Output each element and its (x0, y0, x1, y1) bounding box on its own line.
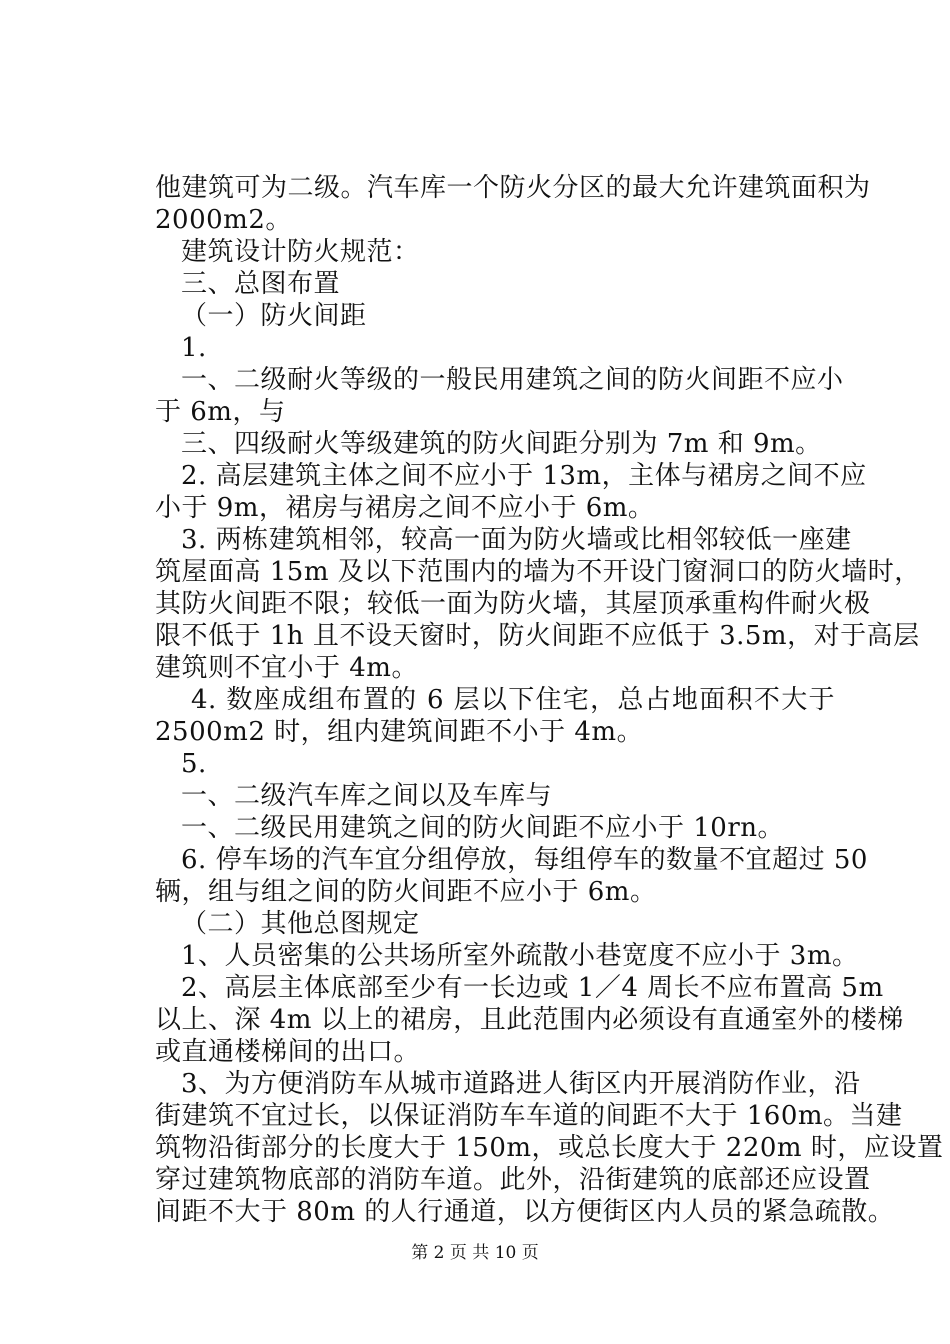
text-line: 3、为方便消防车从城市道路进人街区内开展消防作业，沿 (181, 1069, 861, 1099)
text-line: 一、二级民用建筑之间的防火间距不应小于 10rn。 (181, 813, 785, 843)
text-line: 6. 停车场的汽车宜分组停放，每组停车的数量不宜超过 50 (181, 845, 868, 875)
text-line: 街建筑不宜过长，以保证消防车车道的间距不大于 160m。当建 (155, 1101, 903, 1131)
text-line: 建筑则不宜小于 4m。 (155, 653, 418, 683)
document-body (155, 172, 944, 1228)
text-line: 筑屋面高 15m 及以下范围内的墙为不开设门窗洞口的防火墙时， (155, 557, 921, 587)
text-line: 他建筑可为二级。汽车库一个防火分区的最大允许建筑面积为 (155, 173, 871, 203)
text-line: 以上、深 4m 以上的裙房，且此范围内必须设有直通室外的楼梯 (155, 1005, 904, 1035)
text-line: 辆，组与组之间的防火间距不应小于 6m。 (155, 877, 657, 907)
text-line: 三、四级耐火等级建筑的防火间距分别为 7m 和 9m。 (181, 429, 822, 459)
text-line: 5. (181, 749, 207, 779)
text-line: 一、二级耐火等级的一般民用建筑之间的防火间距不应小 (181, 365, 844, 395)
text-line: 1、人员密集的公共场所室外疏散小巷宽度不应小于 3m。 (181, 941, 859, 971)
text-line: 穿过建筑物底部的消防车道。此外，沿街建筑的底部还应设置 (155, 1165, 871, 1195)
text-line: 2500m2 时，组内建筑间距不小于 4m。 (155, 717, 644, 747)
text-line: 筑物沿街部分的长度大于 150m，或总长度大于 220m 时，应设置 (155, 1133, 944, 1163)
text-line: 间距不大于 80m 的人行通道，以方便街区内人员的紧急疏散。 (155, 1197, 895, 1227)
text-line: 一、二级汽车库之间以及车库与 (181, 781, 553, 811)
text-line: 三、总图布置 (181, 269, 341, 299)
text-line: （一）防火间距 (181, 301, 367, 331)
text-line: 3. 两栋建筑相邻，较高一面为防火墙或比相邻较低一座建 (181, 525, 852, 555)
text-line: 4. 数座成组布置的 6 层以下住宅，总占地面积不大于 (191, 685, 835, 715)
text-line: 限不低于 1h 且不设天窗时，防火间距不应低于 3.5m，对于高层 (155, 621, 920, 651)
text-line: 1. (181, 333, 207, 363)
text-line: 2000m2。 (155, 205, 292, 235)
text-line: 于 6m，与 (155, 397, 286, 427)
text-line: 2. 高层建筑主体之间不应小于 13m，主体与裙房之间不应 (181, 461, 867, 491)
text-line: 其防火间距不限；较低一面为防火墙，其屋顶承重构件耐火极 (155, 589, 871, 619)
text-line: 建筑设计防火规范： (181, 237, 420, 267)
text-line: 小于 9m，裙房与裙房之间不应小于 6m。 (155, 493, 655, 523)
text-line: （二）其他总图规定 (181, 909, 420, 939)
text-line: 或直通楼梯间的出口。 (155, 1037, 421, 1067)
page-footer: 第 2 页 共 10 页 (411, 1243, 539, 1263)
text-line: 2、高层主体底部至少有一长边或 1／4 周长不应布置高 5m (181, 973, 884, 1003)
